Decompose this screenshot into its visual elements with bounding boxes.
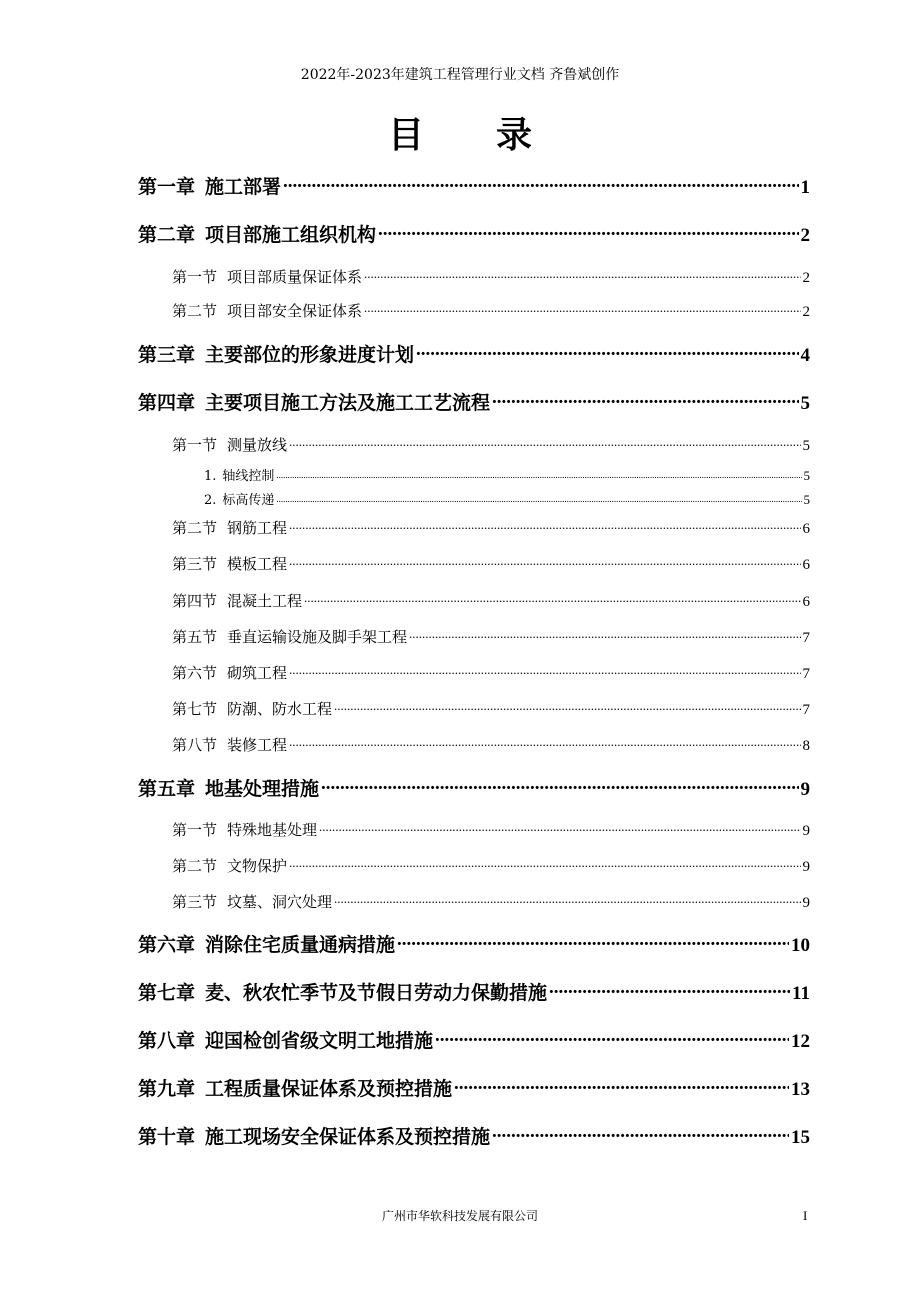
toc-entry-number: 第七节 [172, 700, 218, 718]
toc-entry-title: 混凝土工程 [227, 592, 303, 610]
page-footer: 广州市华软科技发展有限公司 [381, 1209, 538, 1223]
toc-title-char-2: 录 [496, 115, 533, 156]
toc-section-entry[interactable] [172, 434, 810, 456]
dot-leader [289, 435, 800, 450]
toc-section-entry[interactable] [172, 266, 810, 288]
dot-leader [454, 1076, 789, 1095]
toc-entry-number: 第五节 [172, 628, 218, 646]
dot-leader [378, 222, 798, 241]
toc-chapter-entry[interactable] [138, 978, 810, 1006]
toc-section-entry[interactable] [172, 819, 810, 841]
toc-entry-title: 主要部位的形象进度计划 [205, 344, 415, 366]
toc-page-number: 9 [800, 779, 810, 800]
footer-page-number: I [803, 1208, 808, 1223]
toc-entry-number: 第四节 [172, 592, 218, 610]
dot-leader [364, 301, 800, 316]
toc-entry-title: 模板工程 [227, 555, 288, 573]
toc-entry-number: 第二节 [172, 302, 218, 320]
dot-leader [334, 699, 800, 714]
toc-entry-number: 第五章 [138, 778, 196, 800]
toc-section-entry[interactable] [172, 698, 810, 720]
dot-leader [276, 467, 801, 480]
toc-entry-number: 第九章 [138, 1078, 196, 1100]
toc-page-number: 9 [802, 859, 810, 875]
toc-entry-number: 第三节 [172, 555, 218, 573]
toc-entry-title: 垂直运输设施及脚手架工程 [227, 628, 408, 646]
toc-entry-title: 麦、秋农忙季节及节假日劳动力保勤措施 [205, 982, 548, 1004]
toc-page-number: 12 [791, 1031, 810, 1052]
toc-page-number: 11 [792, 983, 810, 1004]
dot-leader [289, 856, 800, 871]
dot-leader [492, 1124, 789, 1143]
toc-page-number: 2 [800, 225, 810, 246]
toc-chapter-entry[interactable] [138, 774, 810, 802]
toc-page-number: 1 [800, 177, 810, 198]
toc-section-entry[interactable] [172, 553, 810, 575]
toc-section-entry[interactable] [172, 734, 810, 756]
dot-leader [549, 980, 790, 999]
toc-page-number: 7 [802, 666, 810, 682]
toc-entry-number: 第一节 [172, 821, 218, 839]
toc-entry-title: 测量放线 [227, 436, 288, 454]
toc-entry-title: 防潮、防水工程 [227, 700, 333, 718]
toc-entry-number: 第二章 [138, 224, 196, 246]
dot-leader [283, 174, 798, 193]
toc-entry-title: 轴线控制 [222, 469, 275, 484]
toc-page-number: 6 [802, 557, 810, 573]
toc-title-char-1: 目 [387, 115, 424, 156]
dot-leader [321, 776, 798, 795]
toc-entry-title: 施工现场安全保证体系及预控措施 [205, 1126, 491, 1148]
toc-page-number: 9 [802, 823, 810, 839]
toc-section-entry[interactable] [172, 662, 810, 684]
toc-entry-number: 第二节 [172, 857, 218, 875]
toc-entry-number: 1. [204, 469, 217, 484]
dot-leader [492, 390, 798, 409]
toc-entry-number: 第一节 [172, 436, 218, 454]
toc-entry-title: 项目部质量保证体系 [227, 268, 363, 286]
toc-chapter-entry[interactable] [138, 220, 810, 248]
dot-leader [409, 627, 800, 642]
dot-leader [364, 267, 800, 282]
toc-entry-title: 迎国检创省级文明工地措施 [205, 1030, 434, 1052]
page-header: 2022年-2023年建筑工程管理行业文档 齐鲁斌创作 [300, 67, 620, 83]
toc-section-entry[interactable] [172, 300, 810, 322]
toc-entry-number: 第三章 [138, 344, 196, 366]
toc-page-number: 13 [791, 1079, 810, 1100]
toc-entry-title: 项目部施工组织机构 [205, 224, 377, 246]
toc-subsection-entry[interactable] [204, 465, 810, 483]
dot-leader [289, 735, 800, 750]
toc-entry-number: 第十章 [138, 1126, 196, 1148]
dot-leader [289, 518, 800, 533]
toc-entry-number: 第一节 [172, 268, 218, 286]
toc-entry-title: 钢筋工程 [227, 519, 288, 537]
toc-page-number: 15 [791, 1127, 810, 1148]
toc-chapter-entry[interactable] [138, 1074, 810, 1102]
toc-section-entry[interactable] [172, 517, 810, 539]
toc-entry-title: 工程质量保证体系及预控措施 [205, 1078, 453, 1100]
toc-chapter-entry[interactable] [138, 930, 810, 958]
toc-entry-number: 2. [204, 493, 217, 508]
toc-page-number: 6 [802, 594, 810, 610]
toc-section-entry[interactable] [172, 626, 810, 648]
toc-entry-title: 装修工程 [227, 736, 288, 754]
toc-entry-number: 第三节 [172, 893, 218, 911]
dot-leader [334, 892, 800, 907]
toc-entry-number: 第七章 [138, 982, 196, 1004]
toc-entry-title: 砌筑工程 [227, 664, 288, 682]
toc-entry-number: 第八节 [172, 736, 218, 754]
toc-entry-number: 第一章 [138, 176, 196, 198]
toc-page-number: 2 [802, 270, 810, 286]
toc-entry-number: 第四章 [138, 392, 196, 414]
toc-entry-title: 主要项目施工方法及施工工艺流程 [205, 392, 491, 414]
toc-entry-title: 特殊地基处理 [227, 821, 318, 839]
toc-entry-title: 标高传递 [222, 493, 275, 508]
toc-page-number: 5 [803, 468, 810, 483]
toc-page-number: 5 [800, 393, 810, 414]
toc-entry-title: 消除住宅质量通病措施 [205, 934, 396, 956]
dot-leader [397, 932, 789, 951]
dot-leader [289, 663, 800, 678]
toc-page-number: 7 [802, 702, 810, 718]
toc-chapter-entry[interactable] [138, 1122, 810, 1150]
dot-leader [289, 554, 800, 569]
toc-entry-number: 第二节 [172, 519, 218, 537]
toc-page-number: 6 [802, 521, 810, 537]
toc-subsection-entry[interactable] [204, 489, 810, 507]
toc-page-number: 7 [802, 630, 810, 646]
toc-chapter-entry[interactable] [138, 340, 810, 368]
toc-entry-title: 文物保护 [227, 857, 288, 875]
toc-page-number: 10 [791, 935, 810, 956]
dot-leader [304, 591, 800, 606]
toc-entry-number: 第六节 [172, 664, 218, 682]
toc-entry-title: 项目部安全保证体系 [227, 302, 363, 320]
toc-section-entry[interactable] [172, 891, 810, 913]
toc-entry-number: 第八章 [138, 1030, 196, 1052]
dot-leader [319, 820, 800, 835]
dot-leader [416, 342, 798, 361]
dot-leader [435, 1028, 789, 1047]
toc-page-number: 9 [802, 895, 810, 911]
toc-page-number: 5 [802, 438, 810, 454]
toc-chapter-entry[interactable] [138, 388, 810, 416]
toc-entry-title: 施工部署 [205, 176, 282, 198]
toc-page-number: 4 [800, 345, 810, 366]
toc-entry-title: 地基处理措施 [205, 778, 320, 800]
dot-leader [276, 491, 801, 504]
toc-entry-number: 第六章 [138, 934, 196, 956]
toc-chapter-entry[interactable] [138, 172, 810, 200]
toc-page-number: 2 [802, 304, 810, 320]
toc-chapter-entry[interactable] [138, 1026, 810, 1054]
toc-entry-title: 坟墓、洞穴处理 [227, 893, 333, 911]
toc-page-number: 5 [803, 492, 810, 507]
toc-section-entry[interactable] [172, 855, 810, 877]
toc-section-entry[interactable] [172, 590, 810, 612]
toc-page-number: 8 [802, 738, 810, 754]
